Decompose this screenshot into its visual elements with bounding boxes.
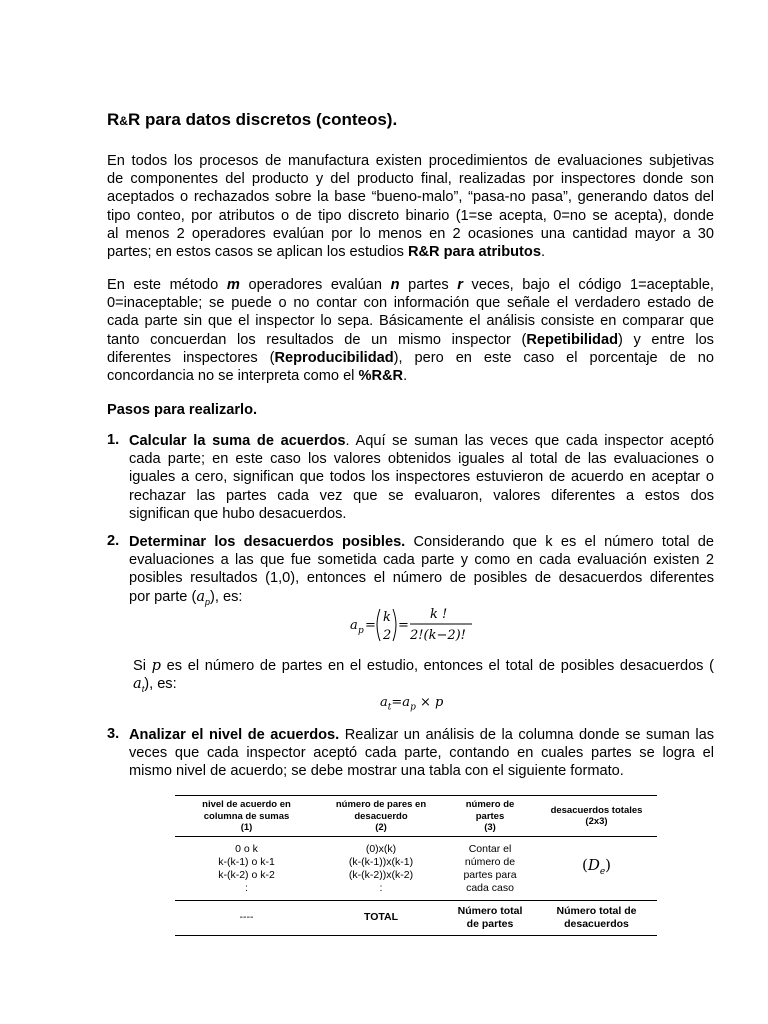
method-line: concordancia no se interpreta como el %R&R. [107, 368, 408, 385]
table-cell: 0 o k k-(k-1) o k-1 k-(k-2) o k-2 : [175, 836, 318, 900]
binom-left-paren [377, 609, 380, 641]
section-title [107, 110, 397, 130]
step-2-continuation: Si p es el número de partes en el estudio, entonces el total de posibles desacuerdos ( $a_t$), es: [133, 657, 714, 695]
intro-line: tipo conteo, por atributos o de tipo discreto binario (1=se acepta, 0=no se acepta), donde [107, 207, 714, 224]
intro-last-line: partes; en estos casos se aplican los estudios R&R para atributos. [107, 244, 546, 261]
var-n: n [390, 277, 400, 293]
pct-rr-term: %R&R [358, 368, 404, 385]
step-3-text: Analizar el nivel de acuerdos. Realizar un análisis de la columna donde se suman las veces que cada inspector aceptó cada parte, contando en cuales partes se logra el mismo nivel de acuerdo; se debe mostrar una tabla con el siguiente formato. [129, 727, 714, 780]
method-line: diferentes inspectores (Reproducibilidad), pero en este caso el porcentaje de no [107, 349, 714, 366]
formula-eq: = [365, 618, 376, 633]
intro-line: al menos 2 operadores evalúan por lo menos en 2 ocasiones una cantidad mayor a 30 [107, 225, 714, 242]
header-cell: nivel de acuerdo en columna de sumas (1) [175, 796, 318, 837]
binomial-formula-svg [350, 605, 480, 647]
table-total-row [175, 900, 657, 936]
table-cell: Contar el número de partes para cada caso [444, 836, 536, 900]
table-cell: Número total de desacuerdos [536, 900, 657, 936]
title-r1: R [107, 110, 120, 129]
table-cell: $(D_e)$ [536, 836, 657, 900]
table-cell: TOTAL [318, 900, 444, 936]
method-line: tanto concuerdan los resultados de un mismo inspector (Repetibilidad) y entre los [107, 331, 714, 348]
step-3-title: Analizar el nivel de acuerdos. [129, 727, 340, 743]
var-m: m [226, 277, 240, 293]
formula-eq2: = [398, 618, 409, 633]
table-cell: (0)x(k) (k-(k-1))x(k-1) (k-(k-2))x(k-2) : [318, 836, 444, 900]
table-row [175, 836, 657, 900]
intro-line: de componentes del producto y del producto final, realizadas por inspectores donde son [107, 171, 714, 188]
binom-top: k [383, 610, 391, 625]
agreement-table [175, 795, 657, 936]
var-r: r [457, 277, 463, 293]
title-rest: R para datos discretos (conteos). [127, 110, 398, 129]
method-line: cada parte sin que el inspector lo sepa. Básicamente el análisis consiste en comparar que [107, 313, 714, 330]
binom-right-paren [393, 609, 396, 641]
step-number: 1. [107, 432, 120, 448]
title-amp: & [119, 114, 128, 128]
frac-num: k ! [430, 607, 448, 622]
table-cell: Número total de partes [444, 900, 536, 936]
step-number: 2. [107, 533, 120, 549]
method-paragraph [107, 276, 714, 385]
rr-atributos-term: R&R para atributos [407, 244, 541, 261]
method-line: 0=inaceptable; se puede o no contar con información que señale el verdadero estado de [107, 295, 714, 312]
binom-bottom: 2 [383, 628, 392, 643]
formula-lhs-sub: p [358, 626, 364, 636]
step-1-text: Calcular la suma de acuerdos. Aquí se suman las veces que cada inspector aceptó cada parte; en este caso los valores obtenidos iguales al total de las evaluaciones o iguales a cero, significan que todos los inspectores estuvieron de acuerdo en aceptar o rechazar las partes cada vez que se evaluaron, valores diferentes a estos dos significan que hubo desacuerdos. [129, 433, 714, 522]
total-disagreements-formula: $a_t=a_p \times p$ [380, 695, 444, 713]
binomial-formula [350, 605, 480, 651]
header-cell: desacuerdos totales (2x3) [536, 796, 657, 837]
frac-den: 2!(k−2)! [410, 628, 466, 643]
step-2-text: Determinar los desacuerdos posibles. Considerando que k es el número total de evaluaciones a las que fue sometida cada parte y como en cada evaluación existen 2 posibles resultados (1,0), entonces el número de posibles de desacuerdos diferentes por parte $(a_p)$, es: [129, 534, 714, 607]
method-line: En este método m operadores evalúan n partes r veces, bajo el código 1=aceptable, [107, 277, 714, 293]
intro-paragraph [107, 152, 714, 261]
steps-heading: Pasos para realizarlo. [107, 402, 258, 418]
step-1-title: Calcular la suma de acuerdos [129, 433, 346, 449]
formula-lhs: a [350, 618, 358, 633]
step-number: 3. [107, 726, 120, 742]
reproducibilidad-term: Reproducibilidad [274, 349, 394, 366]
step-2-title: Determinar los desacuerdos posibles. [129, 534, 406, 550]
table-cell: ---- [175, 900, 318, 936]
intro-line: En todos los procesos de manufactura existen procedimientos de evaluaciones subjetivas [107, 153, 714, 169]
repetibilidad-term: Repetibilidad [526, 331, 618, 348]
header-cell: número de pares en desacuerdo (2) [318, 796, 444, 837]
table-header-row [175, 796, 657, 837]
header-cell: número de partes (3) [444, 796, 536, 837]
intro-line: aceptados o rechazados sobre la base “bueno-malo”, “pasa-no pasa”, generando datos del [107, 189, 714, 206]
